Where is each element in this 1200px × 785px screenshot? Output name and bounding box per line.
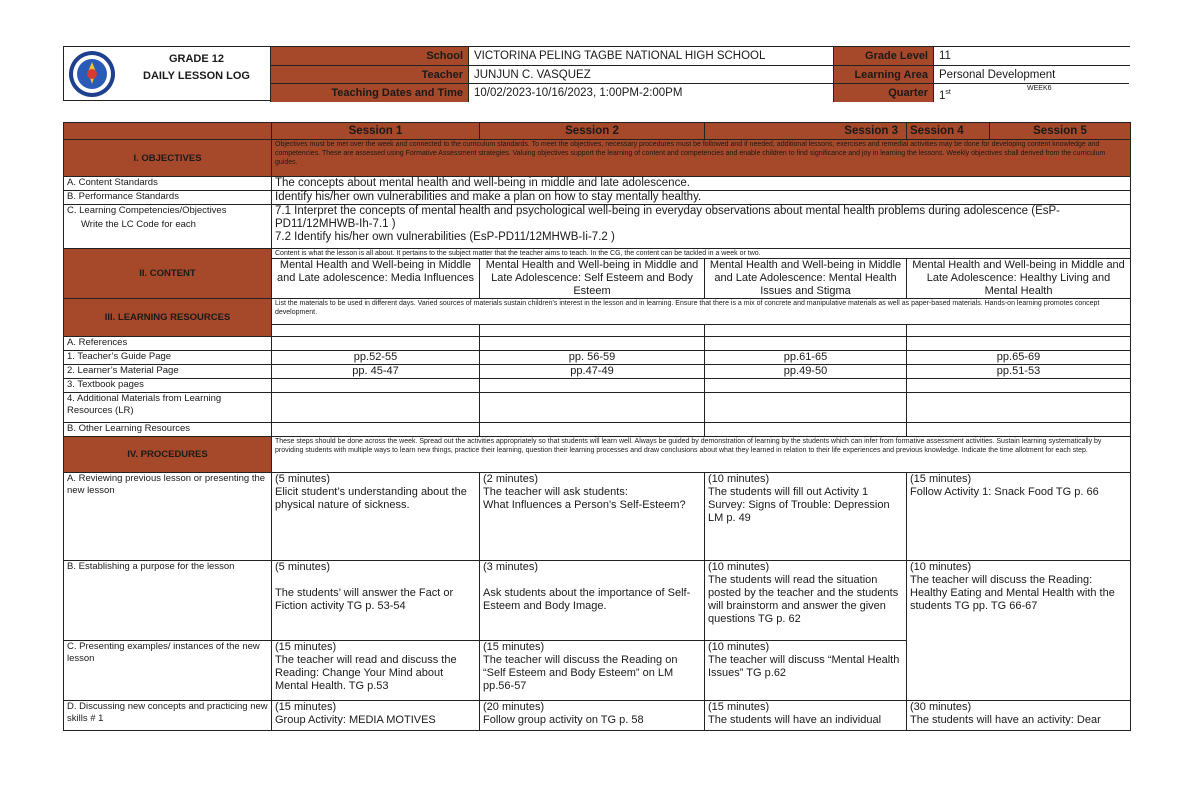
- teachers-guide-label: 1. Teacher’s Guide Page: [64, 351, 272, 365]
- resources-blank-3: [705, 325, 907, 337]
- textbook-cell-3: [705, 379, 907, 393]
- references-cell-4: [907, 337, 1131, 351]
- lesson-log-table: [63, 122, 1131, 731]
- procedures-note: These steps should be done across the week. Spread out the activities appropriately so that students will learn well. Always be guided by demonstration of learning by the students which can infer from formative assessment activities. Sustain learning systematically by providing students with multiple ways to learn new things, practice their learning, question their learning processes and draw conclusions about what they learned in relation to their life experiences and previous knowledge. Indicate the time allotment for each step.: [272, 437, 1131, 473]
- school-label: School: [270, 47, 468, 65]
- content-note: Content is what the lesson is all about. It pertains to the subject matter that the teacher aims to teach. In the CG, the content can be tackled in a week or two.: [272, 249, 1131, 259]
- content-session-2: Mental Health and Well-being in Middle and Late Adolescence: Self Esteem and Body Esteem: [480, 259, 705, 299]
- resources-note: List the materials to be used in different days. Varied sources of materials sustain children's interest in the lesson and in learning. Ensure that there is a mix of concrete and manipulative materials as well as paper-based materials. Hands-on learning promotes concept development.: [272, 299, 1131, 325]
- other-resources-cell-1: [272, 423, 480, 437]
- procedure-c-label: C. Presenting examples/ instances of the new lesson: [64, 641, 272, 701]
- grade-level-value: 11: [933, 47, 1130, 65]
- teacher-value: JUNJUN C. VASQUEZ: [468, 66, 833, 84]
- references-cell-3: [705, 337, 907, 351]
- content-note-row: [64, 249, 1131, 259]
- header-grid: [270, 47, 1129, 100]
- week-tag: WEEK6: [1027, 85, 1052, 92]
- header-row-dates: [270, 83, 1129, 102]
- procedure-b-row: [64, 561, 1131, 641]
- session-header-row: [64, 123, 1131, 140]
- additional-materials-label: 4. Additional Materials from Learning Resources (LR): [64, 393, 272, 423]
- other-resources-cell-4: [907, 423, 1131, 437]
- learners-material-session-2: pp.47-49: [480, 365, 705, 379]
- competency-7-1: 7.1 Interpret the concepts of mental health and psychological well-being in everyday observations about mental health problems during adolescence (EsP-PD11/12MHWB-Ih-7.1 ): [275, 205, 1061, 230]
- procedure-d-session-1: (15 minutes) Group Activity: MEDIA MOTIVES: [272, 701, 480, 731]
- header-row-teacher: [270, 65, 1129, 84]
- procedure-d-row: [64, 701, 1131, 731]
- textbook-cell-2: [480, 379, 705, 393]
- references-cell-2: [480, 337, 705, 351]
- teachers-guide-session-3: pp.61-65: [705, 351, 907, 365]
- procedure-a-row: [64, 473, 1131, 561]
- procedure-a-label: A. Reviewing previous lesson or presenting the new lesson: [64, 473, 272, 561]
- title-block: [124, 51, 269, 85]
- objectives-label: I. OBJECTIVES: [64, 140, 272, 177]
- textbook-row: [64, 379, 1131, 393]
- teachers-guide-row: [64, 351, 1131, 365]
- teacher-label: Teacher: [270, 66, 468, 84]
- textbook-cell-4: [907, 379, 1131, 393]
- session-3-header: Session 3: [705, 123, 907, 140]
- content-standards-row: [64, 177, 1131, 191]
- references-cell-1: [272, 337, 480, 351]
- procedure-d-session-3: (15 minutes) The students will have an individual: [705, 701, 907, 731]
- grade-title: GRADE 12: [168, 53, 225, 65]
- content-session-1: Mental Health and Well-being in Middle and Late adolescence: Media Influences: [272, 259, 480, 299]
- procedure-d-session-2: (20 minutes) Follow group activity on TG p. 58: [480, 701, 705, 731]
- session-5-header: Session 5: [990, 123, 1131, 140]
- school-value: VICTORINA PELING TAGBE NATIONAL HIGH SCHOOL: [468, 47, 833, 65]
- session-2-header: Session 2: [480, 123, 705, 140]
- quarter-label: Quarter: [833, 84, 933, 102]
- competencies-row: [64, 205, 1131, 249]
- header-row-school: [270, 47, 1129, 65]
- procedure-a-session-1: (5 minutes) Elicit student’s understanding about the physical nature of sickness.: [272, 473, 480, 561]
- teachers-guide-session-2: pp. 56-59: [480, 351, 705, 365]
- grade-level-label: Grade Level: [833, 47, 933, 65]
- objectives-row: [64, 140, 1131, 177]
- performance-standards-value: Identify his/her own vulnerabilities and make a plan on how to stay mentally healthy.: [272, 191, 1131, 205]
- quarter-number: 1: [939, 89, 946, 102]
- learning-area-value: Personal Development: [933, 66, 1130, 84]
- deped-seal-icon: [68, 50, 116, 98]
- learners-material-row: [64, 365, 1131, 379]
- competencies-value: [272, 205, 1131, 249]
- performance-standards-row: [64, 191, 1131, 205]
- other-resources-cell-2: [480, 423, 705, 437]
- competency-7-2: 7.2 Identify his/her own vulnerabilities (EsP-PD11/12MHWB-Ii-7.2 ): [275, 231, 615, 243]
- content-label: II. CONTENT: [64, 249, 272, 299]
- procedure-b-label: B. Establishing a purpose for the lesson: [64, 561, 272, 641]
- resources-blank-1: [272, 325, 480, 337]
- other-resources-row: [64, 423, 1131, 437]
- procedure-d-label: D. Discussing new concepts and practicing new skills # 1: [64, 701, 272, 731]
- doc-title: DAILY LESSON LOG: [143, 70, 250, 82]
- performance-standards-label: B. Performance Standards: [64, 191, 272, 205]
- content-standards-label: A. Content Standards: [64, 177, 272, 191]
- resources-note-row: [64, 299, 1131, 325]
- content-session-3: Mental Health and Well-being in Middle and Late Adolescence: Mental Health Issues and Stigma: [705, 259, 907, 299]
- learners-material-session-3: pp.49-50: [705, 365, 907, 379]
- objectives-note: Objectives must be met over the week and connected to the curriculum standards. To meet the objectives, necessary procedures must be followed and if needed, additional lessons, exercises and remedial activities may be done for developing content knowledge and competencies. These are assessed using Formative Assessment strategies. Valuing objectives support the learning of content and competencies and enable children to find significance and joy in learning the lessons. Weekly objectives shall derived from the curriculum guides.: [272, 140, 1131, 177]
- procedure-c-session-3: (10 minutes) The teacher will discuss “Mental Health Issues” TG p.62: [705, 641, 907, 701]
- learners-material-session-1: pp. 45-47: [272, 365, 480, 379]
- additional-materials-cell-4: [907, 393, 1131, 423]
- other-resources-cell-3: [705, 423, 907, 437]
- additional-materials-row: [64, 393, 1131, 423]
- textbook-label: 3. Textbook pages: [64, 379, 272, 393]
- procedure-c-session-1: (15 minutes) The teacher will read and discuss the Reading: Change Your Mind about Mental Health. TG p.53: [272, 641, 480, 701]
- teachers-guide-session-4: pp.65-69: [907, 351, 1131, 365]
- additional-materials-cell-3: [705, 393, 907, 423]
- session-header-blank: [64, 123, 272, 140]
- procedure-b-session-1: (5 minutes) The students’ will answer the Fact or Fiction activity TG p. 53-54: [272, 561, 480, 641]
- resources-blank-4: [907, 325, 1131, 337]
- learners-material-label: 2. Learner’s Material Page: [64, 365, 272, 379]
- procedure-b-session-3: (10 minutes) The students will read the situation posted by the teacher and the students will brainstorm and answer the given questions TG p. 62: [705, 561, 907, 641]
- resources-label: III. LEARNING RESOURCES: [64, 299, 272, 337]
- learning-area-label: Learning Area: [833, 66, 933, 84]
- procedure-a-session-4: (15 minutes) Follow Activity 1: Snack Food TG p. 66: [907, 473, 1131, 561]
- procedures-row: [64, 437, 1131, 473]
- procedure-d-session-4: (30 minutes) The students will have an activity: Dear: [907, 701, 1131, 731]
- procedures-label: IV. PROCEDURES: [64, 437, 272, 473]
- procedure-b-session-2: (3 minutes) Ask students about the importance of Self-Esteem and Body Image.: [480, 561, 705, 641]
- other-resources-label: B. Other Learning Resources: [64, 423, 272, 437]
- resources-blank-2: [480, 325, 705, 337]
- lesson-log-header: [63, 46, 1130, 101]
- dates-label: Teaching Dates and Time: [270, 84, 468, 102]
- competencies-label: [64, 205, 272, 249]
- references-label: A. References: [64, 337, 272, 351]
- quarter-suffix: st: [945, 89, 951, 96]
- learners-material-session-4: pp.51-53: [907, 365, 1131, 379]
- procedure-c-session-2: (15 minutes) The teacher will discuss the Reading on “Self Esteem and Body Esteem” on LM pp.56-57: [480, 641, 705, 701]
- procedure-a-session-3: (10 minutes) The students will fill out Activity 1 Survey: Signs of Trouble: Depression LM p. 49: [705, 473, 907, 561]
- competencies-label-line1: C. Learning Competencies/Objectives: [67, 205, 227, 216]
- content-session-4: Mental Health and Well-being in Middle and Late Adolescence: Healthy Living and Mental Health: [907, 259, 1131, 299]
- content-standards-value: The concepts about mental health and well-being in middle and late adolescence.: [272, 177, 1131, 191]
- dates-value: 10/02/2023-10/16/2023, 1:00PM-2:00PM: [468, 84, 833, 102]
- session-4-header: Session 4: [907, 123, 990, 140]
- teachers-guide-session-1: pp.52-55: [272, 351, 480, 365]
- procedure-b-session-4: (10 minutes) The teacher will discuss the Reading: Healthy Eating and Mental Health with the students TG pp. TG 66-67: [907, 561, 1131, 701]
- competencies-label-line2: Write the LC Code for each: [81, 219, 196, 230]
- session-1-header: Session 1: [272, 123, 480, 140]
- textbook-cell-1: [272, 379, 480, 393]
- additional-materials-cell-1: [272, 393, 480, 423]
- procedure-a-session-2: (2 minutes) The teacher will ask students: What Influences a Person's Self-Esteem?: [480, 473, 705, 561]
- additional-materials-cell-2: [480, 393, 705, 423]
- references-row: [64, 337, 1131, 351]
